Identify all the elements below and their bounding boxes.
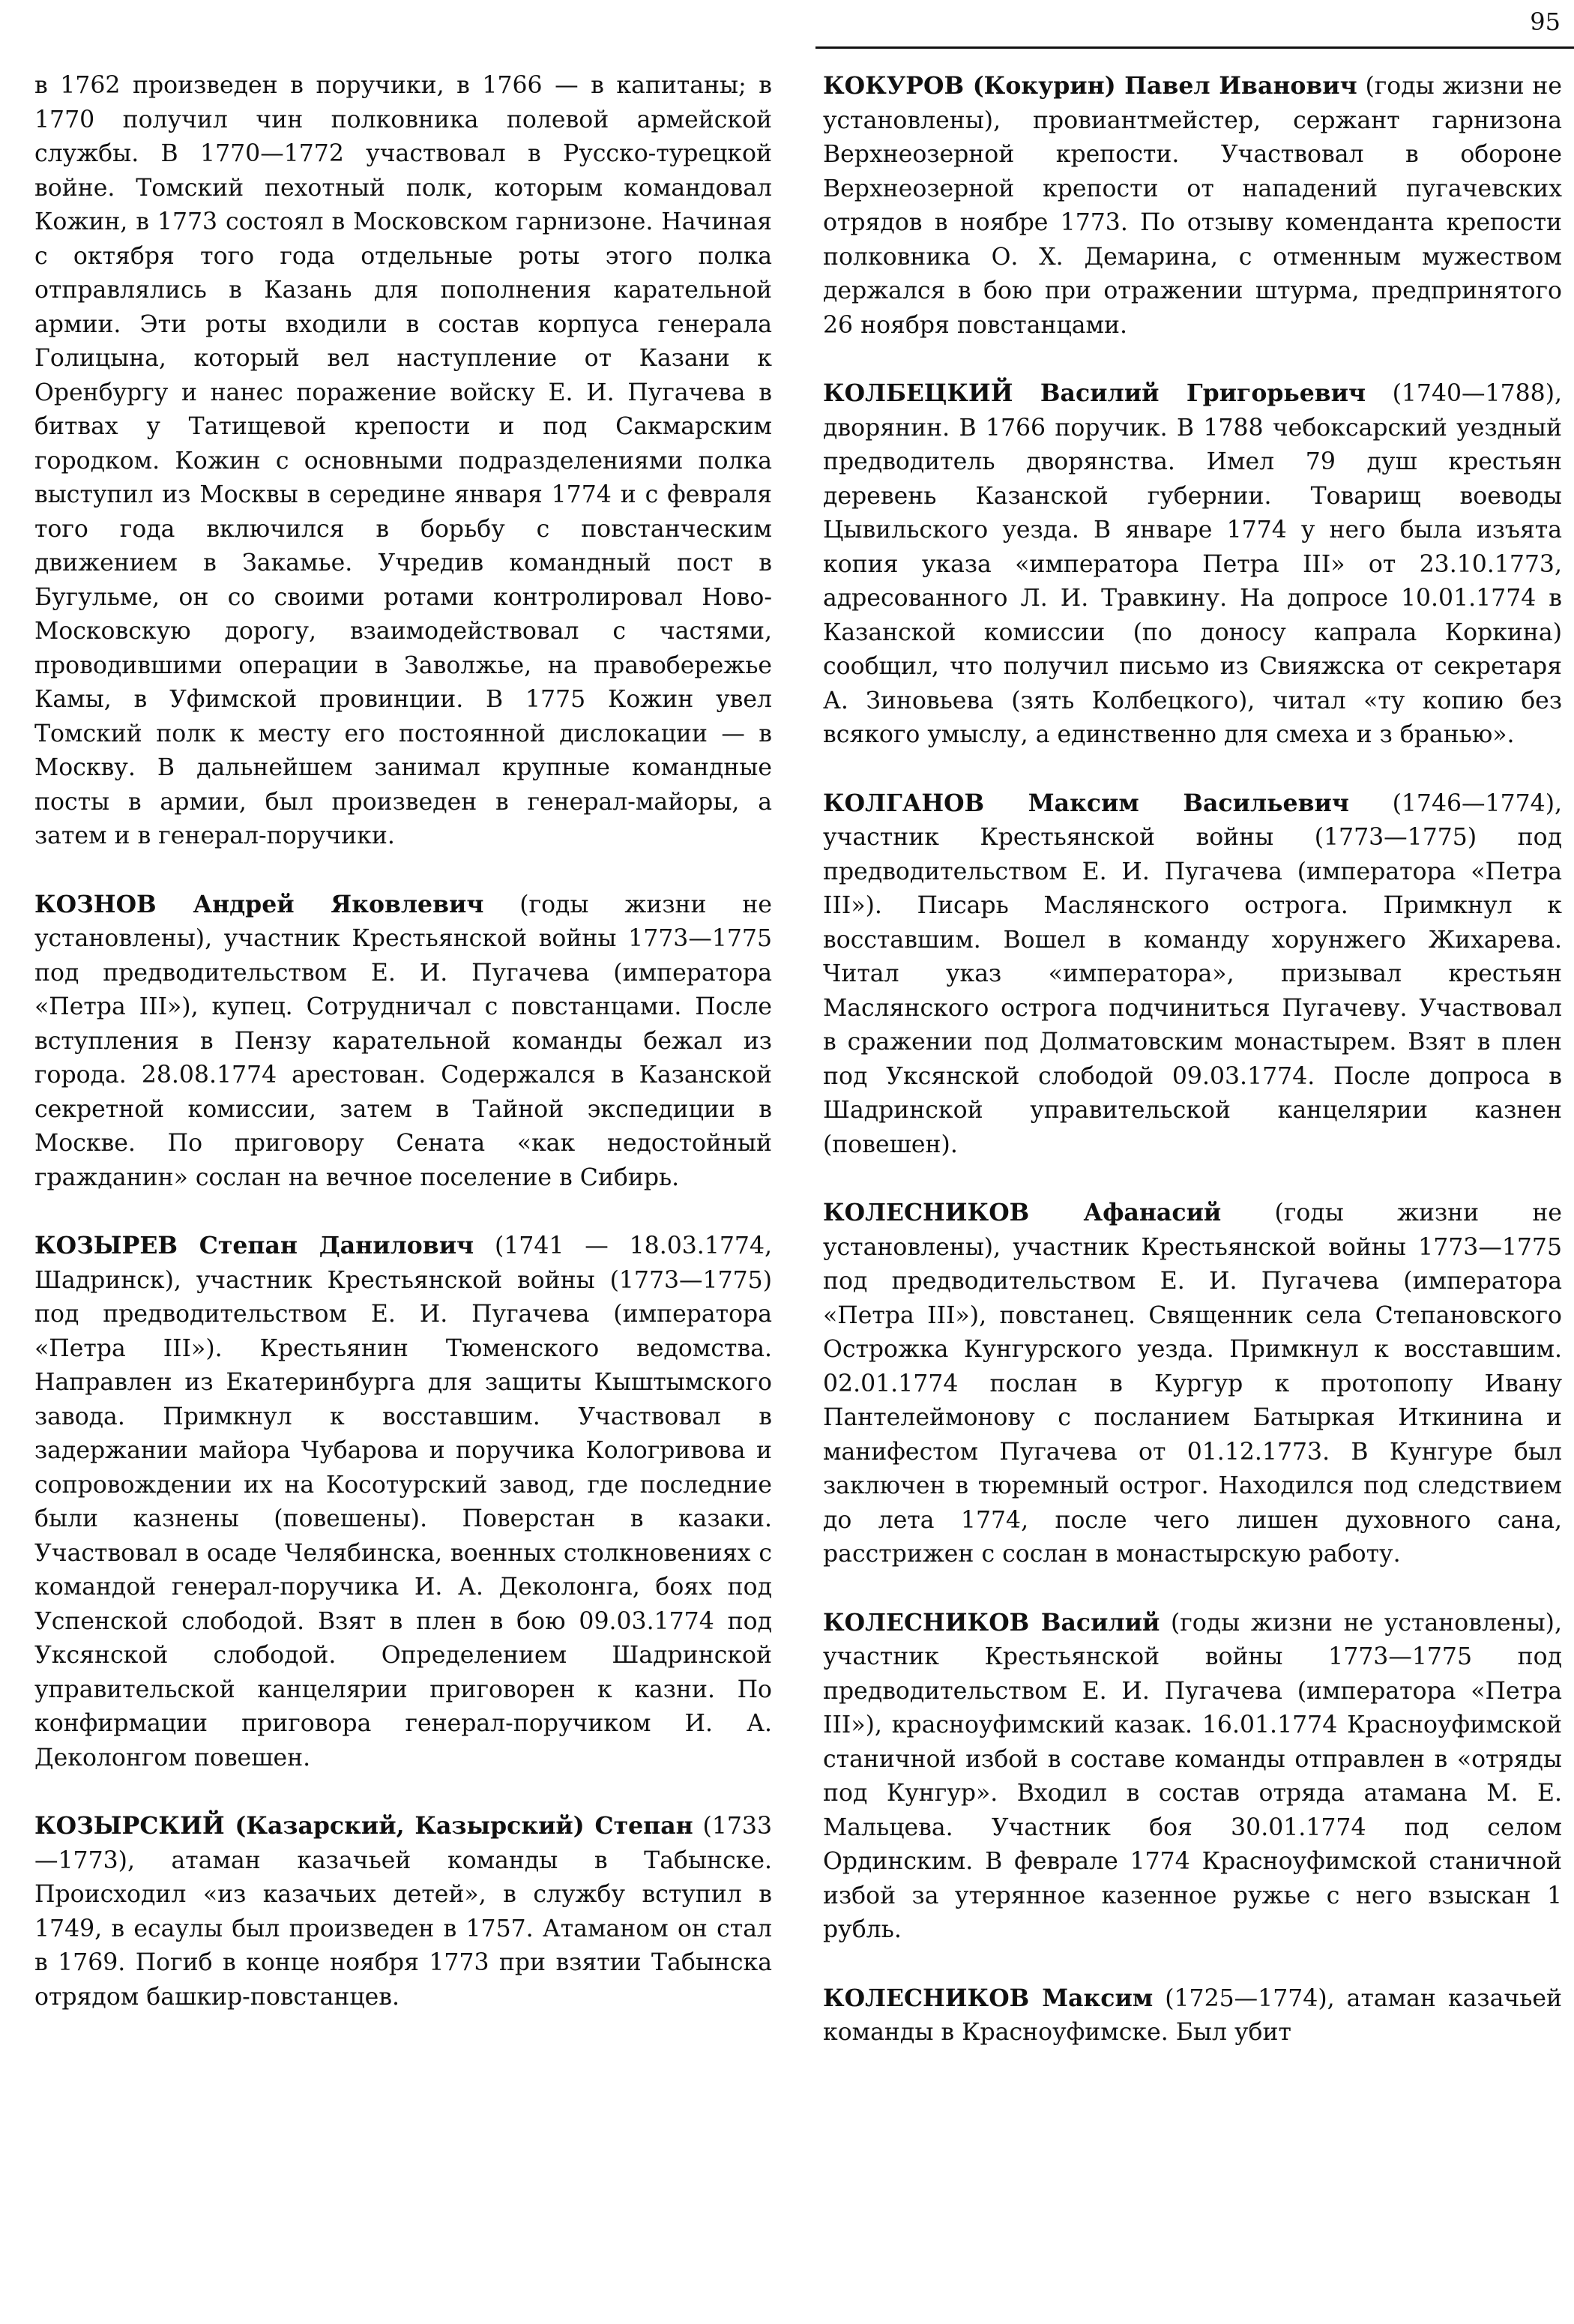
entry-text: (1733—1773), атаман казачьей команды в Табынске. Происходил «из казачьих детей», в службу вступил в 1749, в есаулы был произведен в 1757. Атаманом он стал в 1769. Погиб в конце ноября 1773 при взятии Табынска отрядом башкир-повстанцев.	[34, 1813, 772, 2011]
entry-text: (1746—1774), участник Крестьянской войны (1773—1775) под предводительством Е. И. Пугачева (императора «Петра III»). Писарь Маслянского острога. Примкнул к восставшим. Вошел в команду хорунжего Жихарева. Читал указ «императора», призывал крестьян Маслянского острога подчиниться Пугачеву. Участвовал в сражении под Долматовским монастырем. Взят в плен под Уксянской слободой 09.03.1774. После допроса в Шадринской управительской канцелярии казнен (повешен).	[823, 789, 1563, 1158]
header-rule	[815, 46, 1574, 49]
entry-kokurov	[823, 69, 1562, 343]
entry-koznov	[34, 888, 772, 1196]
headword: КОЛЕСНИКОВ Максим	[823, 1984, 1154, 2012]
entry-kozyrev	[34, 1229, 772, 1775]
entry-kozyrsky	[34, 1809, 772, 2014]
headword: КОКУРОВ (Кокурин) Павел Иванович	[823, 72, 1357, 100]
entry-kolesnikov-maxim	[823, 1981, 1562, 2050]
headword: КОЛГАНОВ Максим Васильевич	[823, 789, 1349, 817]
entry-text: (годы жизни не установлены), провиантмейстер, сержант гарнизона Верхнеозерной крепости. Участвовал в обороне Верхнеозерной крепости от нападений пугачевских отрядов в ноябре 1773. По отзыву коменданта крепости полковника О. Х. Демарина, с отменным мужеством держался в бою при отражении штурма, предпринятого 26 ноября повстанцами.	[823, 73, 1562, 339]
entry-text: (годы жизни не установлены), участник Крестьянской войны 1773—1775 под предводительством Е. И. Пугачева (императора «Петра III»), повстанец. Священник села Степановского Острожка Кунгурского уезда. Примкнул к восставшим. 02.01.1774 послан в Кургур к протопопу Ивану Пантелеймонову с посланием Батыркая Иткинина и манифестом Пугачева от 01.12.1773. В Кунгуре был заключен в тюремный острог. Находился под следствием до лета 1774, после чего лишен духовного сана, расстрижен с сослан в монастырскую работу.	[823, 1199, 1562, 1568]
entry-kolganov	[823, 786, 1562, 1163]
entry-text: (1740—1788), дворянин. В 1766 поручик. В 1788 чебоксарский уездный предводитель дворянства. Имел 79 душ крестьян деревень Казанской губернии. Товарищ воеводы Цывильского уезда. В январе 1774 у него была изъята копия указа «императора Петра III» от 23.10.1773, адресованного Л. И. Травкину. На допросе 10.01.1774 в Казанской комиссии (по доносу капрала Коркина) сообщил, что получил письмо из Свияжска от секретаря А. Зиновьева (зять Колбецкого), читал «ту копию без всякого умыслу, а единственно для смеха и з бранью».	[823, 380, 1562, 748]
entry-text: (1741 — 18.03.1774, Шадринск), участник Крестьянской войны (1773—1775) под предводительством Е. И. Пугачева (императора «Петра III»). Крестьянин Тюменского ведомства. Направлен из Екатеринбурга для защиты Кыштымского завода. Примкнул к восставшим. Участвовал в задержании майора Чубарова и поручика Кологривова и сопровождении их на Косотурский завод, где последние были казнены (повешены). Поверстан в казаки. Участвовал в осаде Челябинска, военных столкновениях с командой генерал-поручика И. А. Деколонга, боях под Успенской слободой. Взят в плен в бою 09.03.1774 под Уксянской слободой. Определением Шадринской управительской канцелярии приговорен к казни. По конфирмации приговора генерал-поручиком И. А. Деколонгом повешен.	[34, 1232, 772, 1771]
entry-kolesnikov-vasily	[823, 1606, 1562, 1948]
page-number: 95	[1530, 7, 1561, 36]
headword: КОЗНОВ Андрей Яковлевич	[34, 890, 484, 918]
entry-text: (годы жизни не установлены), участник Крестьянской войны 1773—1775 под предводительством Е. И. Пугачева (императора «Петра III»), красноуфимский казак. 16.01.1774 Красноуфимской станичной избой в составе команды отправлен в «отряды под Кунгур». Входил в состав отряда атамана М. Е. Мальцева. Участник боя 30.01.1774 под селом Ординским. В феврале 1774 Красноуфимской станичной избой за утерянное казенное ружье с него взыскан 1 рубль.	[823, 1609, 1562, 1943]
headword: КОЗЫРЕВ Степан Данилович	[34, 1232, 474, 1259]
continuation-paragraph: в 1762 произведен в поручики, в 1766 — в капитаны; в 1770 получил чин полковника полевой армейской службы. В 1770—1772 участвовал в Русско-турецкой войне. Томский пехотный полк, которым командовал Кожин, в 1773 состоял в Московском гарнизоне. Начиная с октября того года отдельные роты этого полка отправлялись в Казань для пополнения карательной армии. Эти роты входили в состав корпуса генерала Голицына, который вел наступление от Казани к Оренбургу и нанес поражение войску Е. И. Пугачева в битвах у Татищевой крепости и под Сакмарским городком. Кожин с основными подразделениями полка выступил из Москвы в середине января 1774 и с февраля того года включился в борьбу с повстанческим движением в Закамье. Учредив командный пост в Бугульме, он со своими ротами контролировал Ново-Московскую дорогу, взаимодействовал с частями, проводившими операции в Заволжье, на правобережье Камы, в Уфимской провинции. В 1775 Кожин увел Томский полк к месту его постоянной дислокации — в Москву. В дальнейшем занимал крупные командные посты в армии, был произведен в генерал-майоры, а затем и в генерал-поручики.	[34, 72, 772, 849]
headword: КОЗЫРСКИЙ (Казарский, Казырский) Степан	[34, 1812, 693, 1840]
right-column	[823, 69, 1562, 2084]
entry-text: (1725—1774), атаман казачьей команды в Красноуфимске. Был убит	[823, 1984, 1562, 2046]
entry-kolbetsky	[823, 376, 1562, 753]
entry-kolesnikov-afanasy	[823, 1196, 1562, 1572]
headword: КОЛЕСНИКОВ Афанасий	[823, 1199, 1222, 1226]
entry-text: (годы жизни не установлены), участник Крестьянской войны 1773—1775 под предводительством Е. И. Пугачева (императора «Петра III»), купец. Сотрудничал с повстанцами. После вступления в Пензу карательной команды бежал из города. 28.08.1774 арестован. Содержался в Казанской секретной комиссии, затем в Тайной экспедиции в Москве. По приговору Сената «как недостойный гражданин» сослан на вечное поселение в Сибирь.	[34, 891, 773, 1191]
headword: КОЛБЕЦКИЙ Василий Григорьевич	[823, 379, 1366, 407]
left-column	[34, 69, 772, 2048]
headword: КОЛЕСНИКОВ Василий	[823, 1608, 1160, 1637]
